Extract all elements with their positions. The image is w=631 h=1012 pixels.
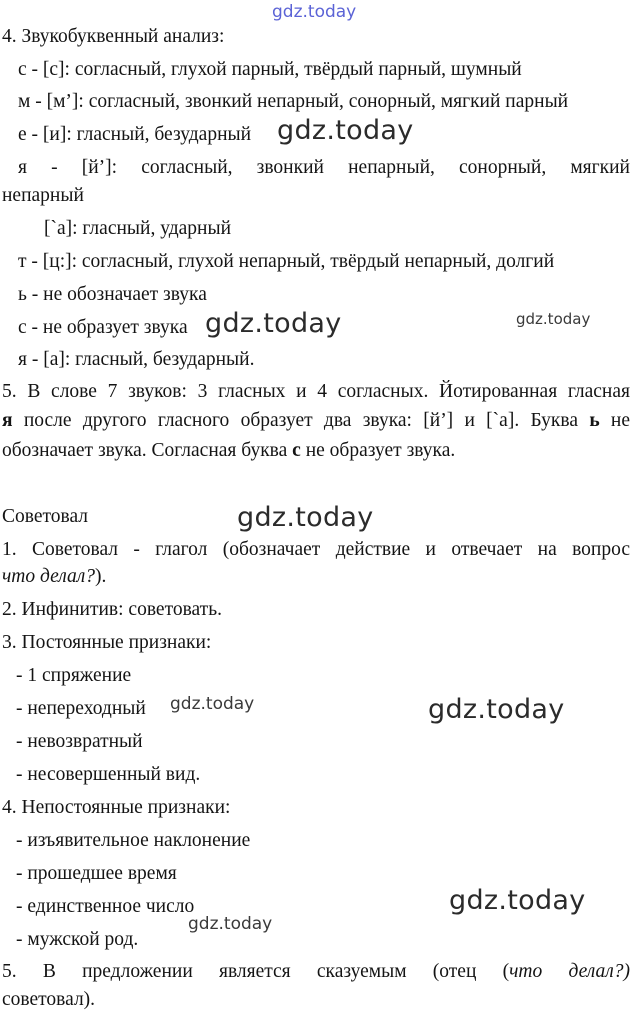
phonetic-line-ya-cont: непарный — [2, 185, 84, 206]
constant-feature-4: - несовершенный вид. — [16, 764, 201, 785]
variable-feature-4: - мужской род. — [16, 929, 139, 950]
phonetic-summary-line-2 — [2, 409, 630, 433]
morph-point-2: 2. Инфинитив: советовать. — [2, 599, 222, 620]
watermark: gdz.today — [449, 885, 586, 916]
letter-s: с — [292, 440, 301, 461]
morph-point-5 — [2, 960, 630, 984]
phonetic-line-s: с - [с]: согласный, глухой парный, твёрдый парный, шумный — [18, 59, 522, 80]
phonetic-summary-line-3 — [2, 439, 455, 463]
phonetic-line-ya2: я - [а]: гласный, безударный. — [18, 349, 255, 370]
phonetic-line-t: т - [ц:]: согласный, глухой непарный, твёрдый непарный, долгий — [18, 251, 555, 272]
word-heading: Советовал — [2, 506, 89, 527]
morph-point-5-cont: советовал). — [2, 989, 96, 1010]
morph-point-3: 3. Постоянные признаки: — [2, 632, 212, 653]
constant-feature-3: - невозвратный — [16, 731, 143, 752]
phonetic-line-ya: я - [й’]: согласный, звонкий непарный, сонорный, мягкий — [18, 157, 630, 178]
variable-feature-3: - единственное число — [16, 896, 195, 917]
phonetic-line-e: е - [и]: гласный, безударный — [18, 124, 252, 145]
summary-text: не — [599, 410, 630, 431]
letter-ya: я — [2, 410, 13, 431]
summary-text: после другого гласного образует два звука: [й’] и [`а]. Буква — [12, 410, 590, 431]
watermark: gdz.today — [428, 694, 565, 725]
morph-point-1-cont — [2, 565, 106, 589]
watermark: gdz.today — [188, 914, 273, 934]
summary-text: не образует звука. — [300, 440, 456, 461]
morph-point-4: 4. Непостоянные признаки: — [2, 797, 231, 818]
letter-soft-sign: ь — [589, 410, 600, 431]
morph-point-1: 1. Советовал - глагол (обозначает действие и отвечает на вопрос — [2, 539, 630, 560]
summary-text: обозначает звука. Согласная буква — [2, 440, 293, 461]
point-5-text: 5. В предложении является сказуемым (отец ( — [2, 961, 510, 982]
phonetic-heading: 4. Звукобуквенный анализ: — [2, 26, 225, 47]
watermark: gdz.today — [277, 115, 414, 146]
phonetic-line-a-stressed: [`а]: гласный, ударный — [44, 218, 232, 239]
watermark-top: gdz.today — [272, 2, 357, 22]
watermark: gdz.today — [205, 308, 342, 339]
question-italic: что делал? — [2, 566, 96, 587]
question-italic: что делал?) — [509, 961, 630, 982]
constant-feature-2: - непереходный — [16, 698, 146, 719]
watermark: gdz.today — [237, 502, 374, 533]
phonetic-line-s2: с - не образует звука — [18, 317, 188, 338]
point-end: ). — [95, 566, 107, 587]
variable-feature-2: - прошедшее время — [16, 863, 177, 884]
watermark: gdz.today — [170, 694, 255, 714]
constant-feature-1: - 1 спряжение — [16, 665, 132, 686]
phonetic-line-m: м - [м’]: согласный, звонкий непарный, сонорный, мягкий парный — [18, 91, 569, 112]
phonetic-summary-line-1: 5. В слове 7 звуков: 3 гласных и 4 согласных. Йотированная гласная — [2, 381, 630, 402]
watermark: gdz.today — [516, 310, 591, 328]
variable-feature-1: - изъявительное наклонение — [16, 830, 251, 851]
phonetic-line-soft-sign: ь - не обозначает звука — [18, 284, 207, 305]
